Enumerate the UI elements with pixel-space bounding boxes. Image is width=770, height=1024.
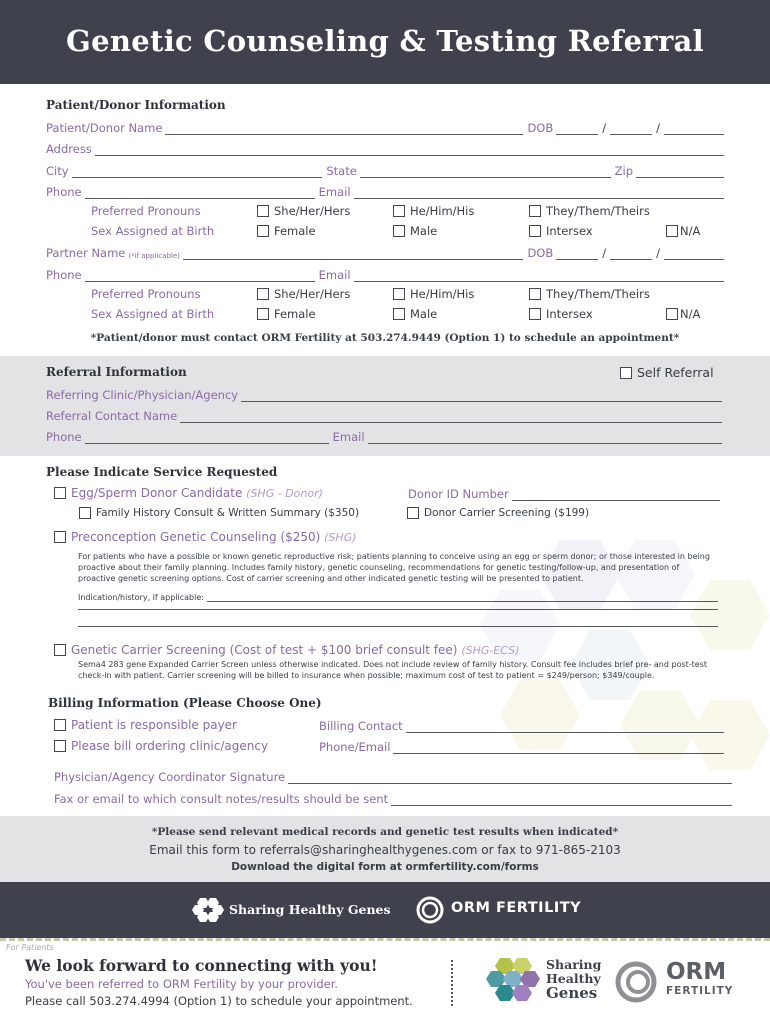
billing-contact-field[interactable]: [406, 720, 724, 733]
orm-logo-text: ORM FERTILITY: [451, 900, 582, 916]
sex-female-option[interactable]: Female: [257, 224, 316, 238]
partner-sex-male-option[interactable]: Male: [393, 307, 437, 321]
donor-id-row: [408, 485, 720, 501]
instructions-line-1: *Please send relevant medical records and genetic test results when indicated*: [151, 826, 619, 838]
pronoun-he-option[interactable]: He/Him/His: [393, 204, 474, 218]
sex-label: Sex Assigned at Birth: [91, 224, 215, 238]
checkbox[interactable]: [529, 308, 541, 320]
carrier-screening-option[interactable]: Genetic Carrier Screening (Cost of test + $100 brief consult fee) (SHG-ECS): [54, 643, 519, 657]
preconception-option[interactable]: Preconception Genetic Counseling ($250) (SHG): [54, 530, 357, 544]
city-field[interactable]: [72, 165, 323, 178]
appointment-notice: *Patient/donor must contact ORM Fertility at 503.274.9449 (Option 1) to schedule an appointment*: [90, 332, 680, 344]
patient-name-row: Patient/Donor Name DOB / /: [46, 119, 724, 135]
checkbox[interactable]: [393, 288, 405, 300]
checkbox[interactable]: [666, 308, 678, 320]
donor-id-field[interactable]: [512, 488, 720, 501]
orm-footer-ring-icon: [614, 960, 660, 1004]
checkbox[interactable]: [407, 507, 419, 519]
dob-month-field[interactable]: [556, 122, 598, 135]
egg-sperm-donor-option[interactable]: Egg/Sperm Donor Candidate (SHG - Donor): [54, 486, 323, 500]
partner-pronoun-she-option[interactable]: She/Her/Hers: [257, 287, 350, 301]
partner-dob-day-field[interactable]: [610, 247, 652, 260]
email-field[interactable]: [354, 186, 724, 199]
page-title: Genetic Counseling & Testing Referral: [66, 24, 704, 58]
header-banner: [0, 0, 770, 84]
egg-sperm-code: (SHG - Donor): [246, 486, 323, 500]
checkbox[interactable]: [529, 225, 541, 237]
self-referral-option[interactable]: Self Referral: [620, 365, 714, 380]
zip-label: Zip: [614, 164, 633, 178]
partner-sex-na-option[interactable]: N/A: [666, 307, 700, 321]
checkbox[interactable]: [54, 644, 66, 656]
shg-color-hexagon-icon: [486, 956, 542, 1004]
partner-name-row: Partner Name (*if applicable) DOB / /: [46, 244, 724, 260]
donor-id-label: Donor ID Number: [408, 487, 509, 501]
checkbox[interactable]: [54, 531, 66, 543]
services-section-heading: Please Indicate Service Requested: [46, 465, 278, 479]
family-history-option[interactable]: Family History Consult & Written Summary ($350): [79, 507, 359, 519]
referral-contact-label: Referral Contact Name: [46, 409, 178, 423]
signature-row: [54, 768, 732, 784]
checkbox[interactable]: [393, 308, 405, 320]
patient-name-label: Patient/Donor Name: [46, 121, 163, 135]
email-label: Email: [318, 185, 351, 199]
checkbox[interactable]: [620, 367, 632, 379]
checkbox[interactable]: [257, 205, 269, 217]
state-label: State: [326, 164, 357, 178]
partner-email-field[interactable]: [354, 269, 724, 282]
partner-note: (*if applicable): [128, 252, 180, 260]
partner-dob-year-field[interactable]: [664, 247, 724, 260]
donor-carrier-option[interactable]: Donor Carrier Screening ($199): [407, 507, 589, 519]
preconception-description: For patients who have a possible or known genetic reproductive risk; patients planning to conceive using an egg or sperm donor; or those interested in being proactive about their family planning. Includes family history, genetic counseling, recommendations for genetic testing/follow-up, and presentation of proactive genetic screening options. Cost of carrier screening and other indicated genetic testing will be presented to patient.: [78, 552, 710, 583]
footer-logo-bar: [0, 882, 770, 938]
signature-label: Physician/Agency Coordinator Signature: [54, 770, 286, 784]
checkbox[interactable]: [393, 205, 405, 217]
address-field[interactable]: [95, 143, 724, 156]
partner-dob-month-field[interactable]: [556, 247, 598, 260]
sex-male-option[interactable]: Male: [393, 224, 437, 238]
state-field[interactable]: [360, 165, 611, 178]
checkbox[interactable]: [393, 225, 405, 237]
checkbox[interactable]: [79, 507, 91, 519]
footer-subline: You've been referred to ORM Fertility by your provider.: [25, 977, 339, 991]
patient-name-field[interactable]: [165, 122, 523, 135]
billing-contact-row: [319, 717, 724, 733]
orm-ring-icon: [415, 895, 445, 925]
bill-clinic-option[interactable]: Please bill ordering clinic/agency: [54, 739, 268, 753]
referral-phone-email-row: [46, 428, 722, 444]
referral-contact-row: [46, 407, 722, 423]
referral-section-heading: Referral Information: [46, 365, 187, 379]
pronouns-label: Preferred Pronouns: [91, 204, 201, 218]
orm-footer-logo: ORM FERTILITY: [666, 959, 734, 997]
referral-email-field[interactable]: [368, 431, 722, 444]
partner-pronouns-label: Preferred Pronouns: [91, 287, 201, 301]
referring-clinic-row: [46, 386, 722, 402]
sex-intersex-option[interactable]: Intersex: [529, 224, 593, 238]
referral-email-label: Email: [332, 430, 365, 444]
partner-phone-label: Phone: [46, 268, 82, 282]
fax-email-field[interactable]: [391, 793, 732, 806]
checkbox[interactable]: [257, 288, 269, 300]
phone-label: Phone: [46, 185, 82, 199]
dob-label: DOB: [527, 121, 554, 135]
partner-name-label: Partner Name: [46, 246, 126, 260]
patient-section-heading: Patient/Donor Information: [46, 98, 226, 112]
footer-call-line: Please call 503.274.4994 (Option 1) to schedule your appointment.: [25, 994, 413, 1008]
address-label: Address: [46, 142, 92, 156]
referral-phone-field[interactable]: [85, 431, 329, 444]
tear-line: [0, 938, 770, 941]
shg-stacked-logo: Sharing Healthy Genes: [546, 957, 602, 1002]
for-patients-label: For Patients: [6, 943, 54, 952]
partner-pronoun-he-option[interactable]: He/Him/His: [393, 287, 474, 301]
checkbox[interactable]: [54, 487, 66, 499]
zip-field[interactable]: [636, 165, 724, 178]
shg-hexagon-icon: [192, 896, 224, 924]
partner-sex-label: Sex Assigned at Birth: [91, 307, 215, 321]
carrier-code: (SHG-ECS): [461, 643, 520, 657]
checkbox[interactable]: [54, 719, 66, 731]
partner-email-label: Email: [318, 268, 351, 282]
partner-pronoun-they-option[interactable]: They/Them/Theirs: [529, 287, 650, 301]
sex-na-option[interactable]: N/A: [666, 224, 700, 238]
indication-field-2[interactable]: [78, 609, 718, 610]
indication-row: [78, 586, 718, 602]
phone-field[interactable]: [85, 186, 315, 199]
billing-phone-email-label: Phone/Email: [319, 740, 391, 754]
partner-phone-field[interactable]: [85, 269, 315, 282]
city-label: City: [46, 164, 69, 178]
indication-field-1[interactable]: [207, 593, 718, 602]
pronoun-she-option[interactable]: She/Her/Hers: [257, 204, 350, 218]
address-row: [46, 140, 724, 156]
checkbox[interactable]: [529, 205, 541, 217]
checkbox[interactable]: [54, 740, 66, 752]
partner-sex-intersex-option[interactable]: Intersex: [529, 307, 593, 321]
dob-year-field[interactable]: [664, 122, 724, 135]
footer-divider: [451, 960, 453, 1006]
indication-field-3[interactable]: [78, 626, 718, 627]
checkbox[interactable]: [666, 225, 678, 237]
billing-contact-label: Billing Contact: [319, 719, 403, 733]
billing-section-heading: Billing Information (Please Choose One): [48, 696, 322, 710]
checkbox[interactable]: [257, 308, 269, 320]
referral-phone-label: Phone: [46, 430, 82, 444]
referring-clinic-field[interactable]: [241, 389, 722, 402]
dob-day-field[interactable]: [610, 122, 652, 135]
partner-phone-email-row: [46, 266, 724, 282]
checkbox[interactable]: [257, 225, 269, 237]
instructions-line-2: Email this form to referrals@sharinghealthygenes.com or fax to 971-865-2103: [149, 843, 621, 857]
carrier-description: Sema4 283 gene Expanded Carrier Screen unless otherwise indicated. Does not include review of family history. Consult fee includes brief pre- and post-test check-in with patient. Carrier screening will be billed to insurance when possible; maximum cost of test to patient = $249/person; $349/couple.: [78, 660, 708, 680]
partner-dob-label: DOB: [527, 246, 554, 260]
billing-phone-email-row: [319, 738, 724, 754]
instructions-line-3: Download the digital form at ormfertility.com/forms: [231, 861, 539, 873]
fax-email-row: [54, 790, 732, 806]
partner-name-field[interactable]: [183, 247, 524, 260]
pronoun-they-option[interactable]: They/Them/Theirs: [529, 204, 650, 218]
checkbox[interactable]: [529, 288, 541, 300]
fax-email-label: Fax or email to which consult notes/results should be sent: [54, 792, 389, 806]
referral-contact-field[interactable]: [180, 410, 722, 423]
preconception-code: (SHG): [324, 530, 357, 544]
shg-logo-text: Sharing Healthy Genes: [229, 902, 391, 917]
footer-headline: We look forward to connecting with you!: [25, 956, 378, 975]
indication-label: Indication/history, if applicable:: [78, 593, 204, 602]
billing-phone-email-field[interactable]: [393, 741, 724, 754]
patient-payer-option[interactable]: Patient is responsible payer: [54, 718, 237, 732]
signature-field[interactable]: [288, 771, 732, 784]
partner-sex-female-option[interactable]: Female: [257, 307, 316, 321]
referring-clinic-label: Referring Clinic/Physician/Agency: [46, 388, 239, 402]
phone-email-row: [46, 183, 724, 199]
city-row: [46, 162, 724, 178]
